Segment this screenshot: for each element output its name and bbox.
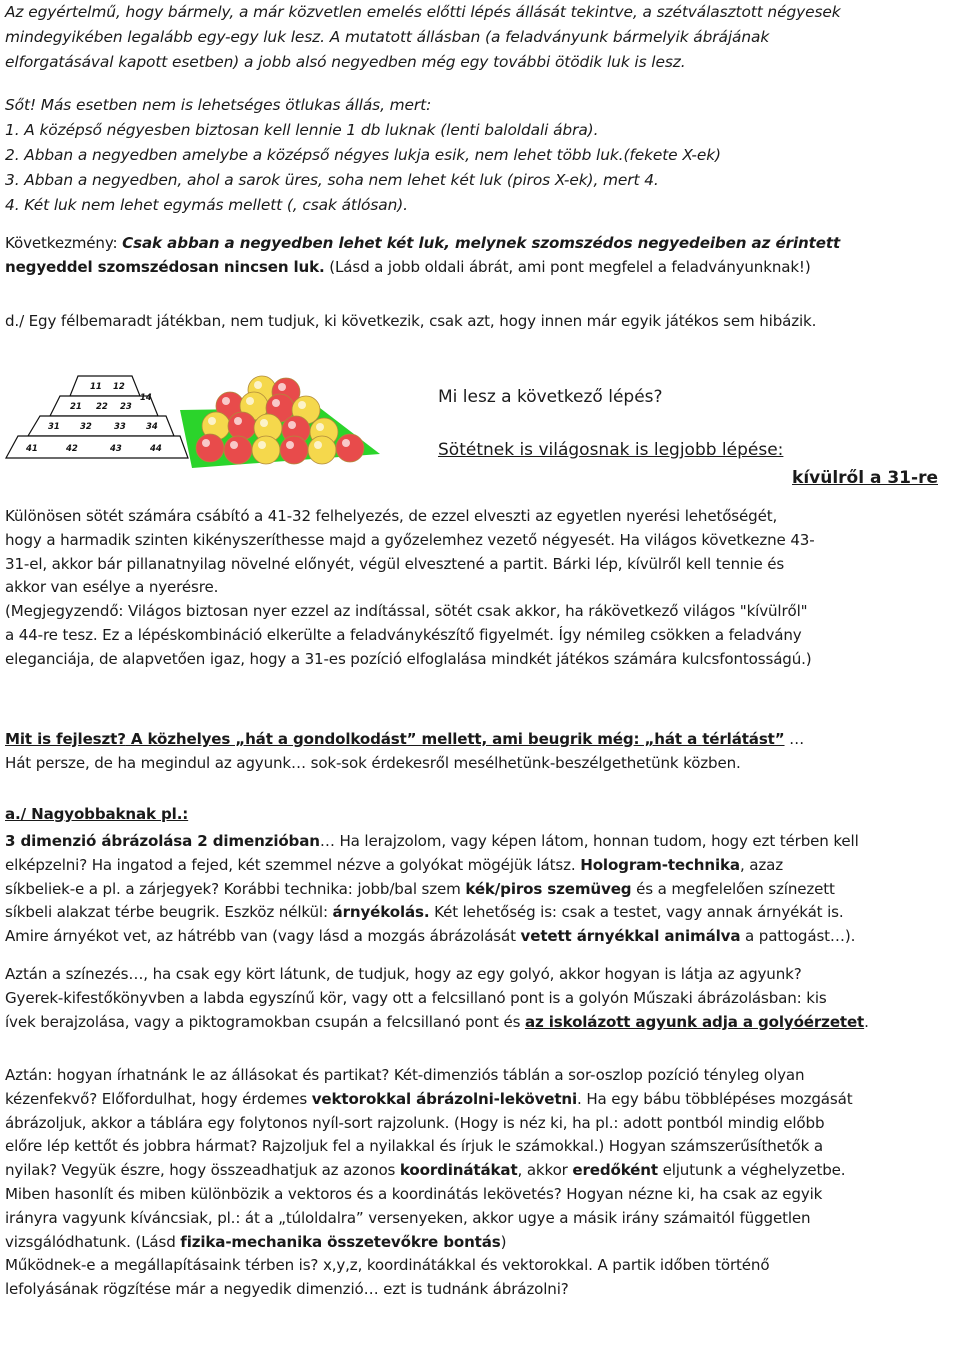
text-run: síkbeli alakzat térbe beugrik. Eszköz nélkül: [5, 903, 333, 922]
kovetkezmeny-bold-2: negyeddel szomszédosan nincsen luk. [5, 258, 325, 276]
para4-line [5, 1207, 955, 1231]
para4-line [5, 1183, 955, 1207]
para4-line [5, 1088, 955, 1112]
intro-line-1 [5, 0, 945, 25]
ball-highlight [258, 441, 266, 449]
board-label-43: 43 [110, 444, 122, 454]
board-label-32: 32 [80, 422, 92, 432]
para3-block [5, 963, 955, 1034]
board-label-42: 42 [66, 444, 78, 454]
text-run: , azaz [739, 855, 783, 874]
para2-line [5, 854, 955, 878]
text-run: Aztán: hogyan írhatnánk le az állásokat és partikat? Két-dimenziós táblán a sor-oszlop pozíció tényleg olyan [5, 1066, 805, 1084]
kovetkezmeny-bold-1: Csak abban a negyedben lehet két luk, melynek szomszédos negyedeiben az érintett [122, 234, 841, 252]
board-label-22: 22 [96, 402, 108, 412]
sot-line: Sőt! Más esetben nem is lehetséges ötlukas állás, mert: [5, 96, 432, 114]
para4-line [5, 1278, 955, 1302]
intro-line-2 [5, 25, 945, 50]
board-label-34: 34 [146, 422, 158, 432]
para3-line [5, 1011, 955, 1035]
board-label-23: 23 [120, 402, 132, 412]
rule-1: 1. A középső négyesben biztosan kell lennie 1 db luknak (lenti baloldali ábra). [5, 121, 599, 139]
para4-line [5, 1135, 955, 1159]
intro-text-3: elforgatásával kapott esetben) a jobb alsó negyedben még egy további ötödik luk is lesz. [5, 53, 686, 71]
board-label-12: 12 [113, 382, 125, 392]
d-line: d./ Egy félbemaradt játékban, nem tudjuk, ki következik, csak azt, hogy innen már egyik játékos sem hibázik. [5, 312, 817, 330]
para2-line [5, 878, 955, 902]
text-run: ívek berajzolása, vagy a piktogramokban csupán a felcsillanó pont és [5, 1012, 525, 1031]
ball-highlight [230, 441, 238, 449]
intro-italic-block [5, 0, 945, 218]
para4-block [5, 1064, 955, 1302]
explanation-paragraph [5, 505, 955, 672]
para1-line-7: eleganciája, de alapvetően igaz, hogy a 31-es pozíció elfoglalása mindkét játékos számára kulcsfontosságú.) [5, 649, 812, 668]
text-run: kézenfekvő? Előfordulhat, hogy érdemes [5, 1089, 312, 1108]
question-text: Mi lesz a következő lépés? [438, 387, 663, 407]
kovetkezmeny-label: Következmény: [5, 234, 123, 252]
emphasis-run: koordinátákat [399, 1161, 518, 1180]
ball-highlight [314, 441, 322, 449]
text-run: Gyerek-kifestőkönyvben a labda egyszínű kör, vagy ott a felcsillanó pont is a golyón Műszaki ábrázolásban: kis [5, 988, 827, 1007]
text-run: síkbeliek-e a pl. a zárjegyek? Korábbi technika: jobb/bal szem [5, 879, 466, 898]
intro-line-3 [5, 50, 945, 75]
ball-highlight [254, 381, 262, 389]
text-run: , akkor [517, 1161, 573, 1180]
ball-highlight [208, 417, 216, 425]
board-label-44: 44 [150, 444, 162, 454]
para1-line-6: a 44-re tesz. Ez a lépéskombináció elkerülte a feladványkészítő figyelmét. Így némileg csökken a feladvány [5, 625, 802, 644]
para3-line [5, 987, 955, 1011]
text-run: Aztán a színezés…, ha csak egy kört látunk, de tudjuk, hogy az egy golyó, akkor hogyan is látja az agyunk? [5, 965, 802, 983]
board-label-33: 33 [114, 422, 126, 432]
ball-highlight [278, 383, 286, 391]
para2-line [5, 925, 955, 949]
board-label-31: 31 [48, 422, 60, 432]
para1-line-1: Különösen sötét számára csábító a 41-32 felhelyezés, de ezzel elveszti az egyetlen nyerési lehetőségét, [5, 507, 778, 525]
board-label-41: 41 [26, 444, 38, 454]
ball-highlight [260, 419, 268, 427]
kovetkezmeny-rest: (Lásd a jobb oldali ábrát, ami pont megfelel a feladványunknak!) [324, 258, 811, 276]
ball-highlight [246, 397, 254, 405]
text-run: Működnek-e a megállapításaink térben is? x,y,z, koordinátákkal és vektorokkal. A partik időben történő [5, 1256, 770, 1275]
para1-line-3: 31-el, akkor bár pillanatnyilag növelné előnyét, végül elvesztené a partit. Bárki lép, kívülről kell tennie és [5, 554, 785, 573]
emphasis-run: 3 dimenzió ábrázolása 2 dimenzióban [5, 832, 320, 850]
text-run: és a megfelelően színezett [631, 879, 835, 898]
emphasis-run: vektorokkal ábrázolni-lekövetni [311, 1089, 578, 1108]
text-run: . [864, 1012, 869, 1031]
red-ball [228, 412, 256, 440]
para2-line [5, 901, 955, 925]
ball-highlight [202, 439, 210, 447]
para2-line [5, 830, 955, 854]
intro-text-1: Az egyértelmű, hogy bármely, a már közvetlen emelés előtti lépés állását tekintve, a szétválasztott négyesek [5, 3, 841, 21]
ball-pyramid [196, 376, 364, 464]
emphasis-run: vetett árnyékkal animálva [520, 927, 741, 946]
mit-block [5, 728, 955, 776]
text-run: Amire árnyékot vet, az hátrébb van (vagy lásd a mozgás ábrázolását [5, 927, 521, 946]
para4-line [5, 1064, 955, 1088]
emphasis-run: Hologram-technika [580, 855, 740, 874]
text-run: lefolyásának rögzítése már a negyedik dimenzió… ezt is tudnánk ábrázolni? [5, 1280, 569, 1299]
ball-highlight [222, 397, 230, 405]
text-run: nyilak? Vegyük észre, hogy összeadhatjuk az azonos [5, 1161, 400, 1180]
best-move-label: Sötétnek is világosnak is legjobb lépése: [438, 440, 784, 460]
rule-2: 2. Abban a negyedben amelybe a középső négyes lukja esik, nem lehet több luk.(fekete X-ek) [5, 146, 721, 164]
para1-line-2: hogy a harmadik szinten kikényszeríthesse majd a győzelemhez vezető négyesét. Ha világos következne 43- [5, 530, 815, 549]
emphasis-run: árnyékolás. [332, 903, 430, 922]
ball-highlight [298, 401, 306, 409]
board-label-21: 21 [70, 402, 82, 412]
ball-highlight [342, 439, 350, 447]
para4-line [5, 1231, 955, 1255]
para1-line-5: (Megjegyzendő: Világos biztosan nyer ezzel az indítással, sötét csak akkor, ha rákövetkező világos "kívülről" [5, 602, 808, 621]
mit-ellipsis: … [784, 730, 805, 748]
board-row-1 [70, 376, 140, 396]
para2-block [5, 830, 955, 949]
ball-highlight [272, 399, 280, 407]
para4-line [5, 1159, 955, 1183]
text-run: irányra vagyunk kíváncsiak, pl.: át a „túloldalra” versenyeken, akkor ugye a másik irány számaitól független [5, 1208, 811, 1227]
game-figure [0, 370, 390, 470]
ball-highlight [316, 423, 324, 431]
text-run: elképzelni? Ha ingatod a fejed, két szemmel nézve a golyókat mögéjük látsz. [5, 855, 581, 874]
mit-line-2: Hát persze, de ha megindul az agyunk… sok-sok érdekesről mesélhetünk-beszélgethetünk közben. [5, 753, 741, 772]
mit-heading: Mit is fejleszt? [5, 730, 126, 748]
text-run: . Ha egy bábu többlépéses mozgását [577, 1089, 853, 1108]
emphasis-run: kék/piros szemüveg [465, 879, 632, 898]
mit-subheading: A közhelyes „hát a gondolkodást” mellett, ami beugrik még: „hát a térlátást” [125, 730, 785, 748]
board-label-11: 11 [90, 382, 102, 392]
emphasis-run: eredőként [572, 1161, 658, 1180]
para4-line [5, 1112, 955, 1136]
red-ball [336, 434, 364, 462]
rule-4: 4. Két luk nem lehet egymás mellett (, csak átlósan). [5, 196, 408, 214]
text-run: ábrázoljuk, akkor a táblára egy folytonos nyíl-sort rajzolunk. (Hogy is néz ki, ha pl.: adott pontból mindig előbb [5, 1113, 825, 1132]
text-run: Két lehetőség is: csak a testet, vagy annak árnyékát is. [429, 903, 844, 922]
section-a-title: a./ Nagyobbaknak pl.: [5, 805, 189, 823]
yellow-ball [308, 436, 336, 464]
text-run: a pattogást…). [740, 927, 856, 946]
para3-line [5, 963, 955, 987]
text-run: előre lép kettőt és jobbra hármat? Rajzoljuk fel a nyilakkal és írjuk le számokkal.) Hogyan számszerűsíthetők a [5, 1137, 823, 1156]
text-run: Miben hasonlít és miben különbözik a vektoros és a koordinátás lekövetés? Hogyan nézne ki, ha csak az egyik [5, 1184, 823, 1203]
text-run: … Ha lerajzolom, vagy képen látom, honnan tudom, hogy ezt térben kell [319, 832, 859, 850]
emphasis-run: az iskolázott agyunk adja a golyóérzetet [524, 1012, 865, 1031]
text-run: ) [500, 1232, 507, 1251]
para1-line-4: akkor van esélye a nyerésre. [5, 578, 219, 597]
text-run: vizsgálódhatunk. (Lásd [5, 1232, 181, 1251]
red-ball [224, 436, 252, 464]
emphasis-run: fizika-mechanika összetevőkre bontás [180, 1232, 501, 1251]
ball-highlight [288, 421, 296, 429]
board-label-14: 14 [140, 393, 152, 403]
rule-3: 3. Abban a negyedben, ahol a sarok üres, soha nem lehet két luk (piros X-ek), mert 4. [5, 171, 659, 189]
ball-highlight [286, 441, 294, 449]
best-move-answer: kívülről a 31-re [792, 468, 938, 488]
intro-text-2: mindegyikében legalább egy-egy luk lesz. A mutatott állásban (a feladványunk bármelyik ábrájának [5, 28, 770, 46]
red-ball [280, 436, 308, 464]
red-ball [196, 434, 224, 462]
para4-line [5, 1254, 955, 1278]
yellow-ball [252, 436, 280, 464]
ball-highlight [234, 417, 242, 425]
text-run: eljutunk a véghelyzetbe. [657, 1161, 846, 1180]
kovetkezmeny-block [5, 231, 955, 280]
